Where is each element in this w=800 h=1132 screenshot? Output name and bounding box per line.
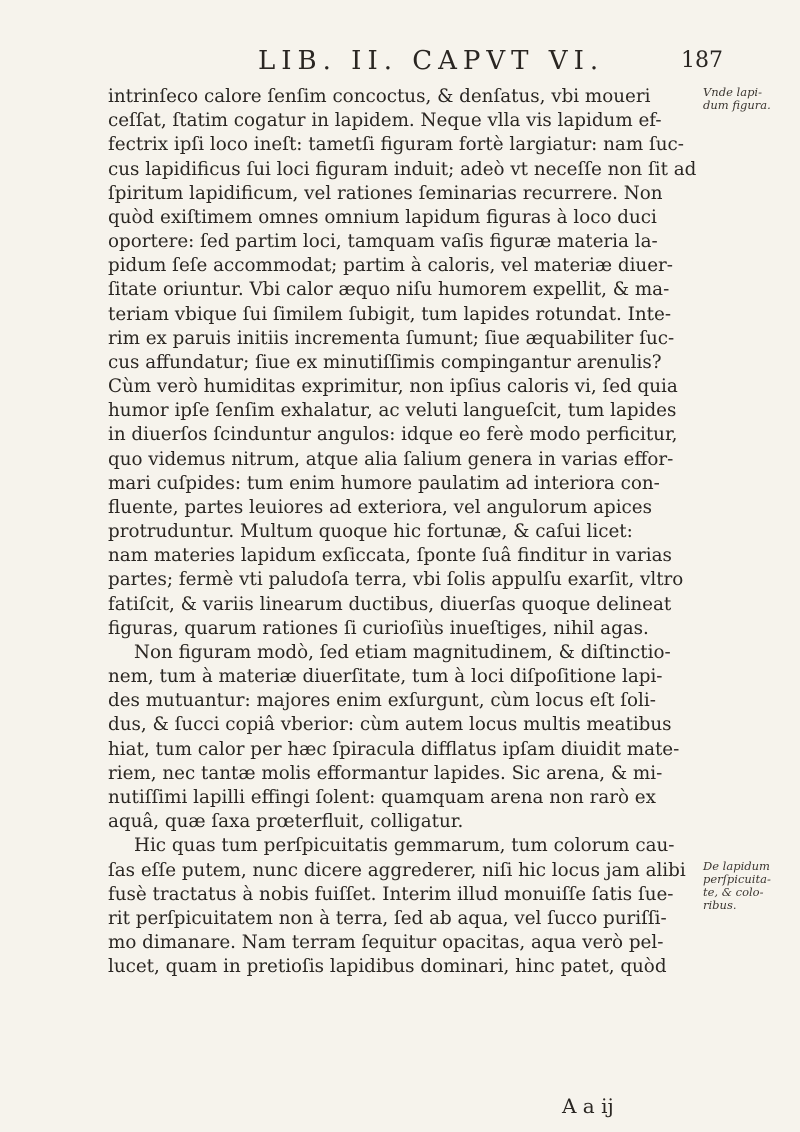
- text-line: mo dimanare. Nam terram ſequitur opacitas, aqua verò pel-: [108, 932, 664, 954]
- margin-note-line: te, & colo-: [703, 885, 764, 899]
- text-line: figuras, quarum rationes ſi curioſiùs inueſtiges, nihil agas.: [108, 617, 649, 639]
- text-line: lucet, quam in pretioſis lapidibus dominari, hinc patet, quòd: [108, 956, 667, 978]
- text-line: mari cuſpides: tum enim humore paulatim ad interiora con-: [108, 472, 660, 494]
- text-line: fusè tractatus à nobis fuiſſet. Interim illud monuiſſe ſatis ſue-: [108, 883, 674, 905]
- margin-note-perspicuitate: [703, 860, 795, 912]
- margin-note-line: dum figura.: [703, 98, 771, 112]
- text-line: quo videmus nitrum, atque alia ſalium genera in varias effor-: [108, 448, 674, 470]
- text-line: Cùm verò humiditas exprimitur, non ipſius caloris vi, ſed quia: [108, 376, 678, 398]
- text-line: fatiſcit, & variis linearum ductibus, diuerſas quoque delineat: [108, 593, 672, 615]
- text-line: ſpiritum lapidificum, vel rationes ſeminarias recurrere. Non: [108, 182, 663, 204]
- text-line: Non figuram modò, ſed etiam magnitudinem, & diſtinctio-: [134, 641, 671, 663]
- running-head: [0, 46, 800, 86]
- text-line: oportere: ſed partim loci, tamquam vaſis figuræ materia la-: [108, 231, 658, 253]
- text-line: hiat, tum calor per hæc ſpiracula difflatus ipſam diuidit mate-: [108, 738, 680, 760]
- text-line: cus lapidificus ſui loci figuram induit; adeò vt neceſſe non ſit ad: [108, 158, 697, 180]
- catchword: A a ij: [562, 1094, 614, 1118]
- text-line: cus affundatur; ſiue ex minutiſſimis compingantur arenulis?: [108, 351, 662, 373]
- margin-note-line: ribus.: [703, 898, 737, 912]
- text-line: ſas eſſe putem, nunc dicere aggrederer, niſi hic locus jam alibi: [108, 859, 686, 881]
- margin-note-line: De lapidum: [703, 859, 770, 873]
- text-line: in diuerſos ſcinduntur angulos: idque eo ferè modo perficitur,: [108, 424, 678, 446]
- text-line: humor ipſe ſenſim exhalatur, ac veluti langueſcit, tum lapides: [108, 400, 677, 422]
- text-line: ſitate oriuntur. Vbi calor æquo niſu humorem expellit, & ma-: [108, 279, 670, 301]
- text-line: fluente, partes leuiores ad exteriora, vel angulorum apices: [108, 496, 653, 518]
- page-number: 187: [681, 48, 723, 73]
- text-line: intrinſeco calore ſenſim concoctus, & denſatus, vbi moueri: [108, 86, 651, 107]
- text-line: des mutuantur: majores enim exſurgunt, cùm locus eſt ſoli-: [108, 690, 656, 712]
- text-line: nam materies lapidum exſiccata, ſponte ſuâ finditur in varias: [108, 545, 672, 567]
- text-line: nem, tum à materiæ diuerſitate, tum à loci diſpoſitione lapi-: [108, 666, 663, 688]
- text-line: nutiſſimi lapilli effingi ſolent: quamquam arena non rarò ex: [108, 786, 656, 808]
- margin-note-figura: [703, 86, 795, 112]
- text-line: riem, nec tantæ molis efformantur lapides. Sic arena, & mi-: [108, 762, 663, 784]
- body-text: [108, 85, 698, 979]
- text-line: aquâ, quæ ſaxa prœterfluit, colligatur.: [108, 811, 464, 833]
- text-line: partes; fermè vti paludoſa terra, vbi ſolis appulſu exarſit, vltro: [108, 569, 684, 591]
- text-line: rit perſpicuitatem non à terra, ſed ab aqua, vel ſucco puriſſi-: [108, 907, 667, 929]
- text-line: dus, & ſucci copiâ vberior: cùm autem locus multis meatibus: [108, 714, 672, 736]
- text-line: quòd exiſtimem omnes omnium lapidum figuras à loco duci: [108, 206, 657, 228]
- running-title: LIB. II. CAPVT VI.: [258, 46, 605, 76]
- margin-note-line: Vnde lapi-: [703, 85, 762, 99]
- margin-note-line: perſpicuita-: [703, 872, 771, 886]
- text-line: protruduntur. Multum quoque hic fortunæ, & caſui licet:: [108, 521, 633, 543]
- text-line: Hic quas tum perſpicuitatis gemmarum, tum colorum cau-: [134, 835, 675, 857]
- text-line: rim ex paruis initiis incrementa ſumunt; ſiue æquabiliter ſuc-: [108, 327, 675, 349]
- text-line: pidum ſeſe accommodat; partim à caloris, vel materiæ diuer-: [108, 255, 673, 277]
- text-line: fectrix ipſi loco ineſt: tametſi figuram fortè largiatur: nam ſuc-: [108, 134, 684, 156]
- text-line: ceſſat, ſtatim cogatur in lapidem. Neque vlla vis lapidum ef-: [108, 110, 662, 132]
- text-line: teriam vbique ſui ſimilem ſubigit, tum lapides rotundat. Inte-: [108, 303, 672, 325]
